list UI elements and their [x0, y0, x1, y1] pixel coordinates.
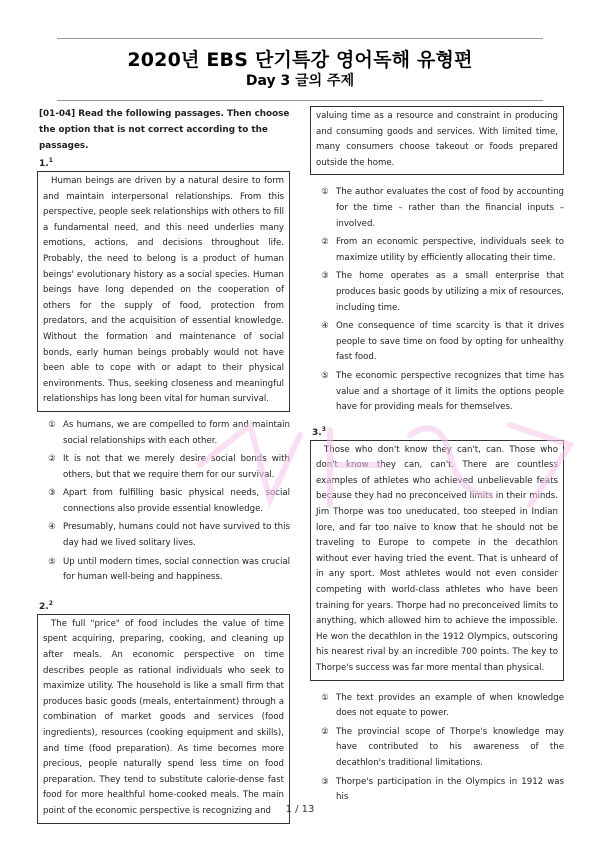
question-3-options	[310, 691, 564, 806]
option-text: The home operates as a small enterprise that produces basic goods by utilizing a mix of resources, including time.	[336, 271, 564, 313]
option-item[interactable]	[310, 235, 564, 266]
question-3-number: 3.$^3$	[312, 425, 326, 438]
option-item[interactable]	[37, 452, 290, 483]
option-item[interactable]	[310, 369, 564, 416]
option-marker: ③	[48, 488, 56, 499]
document-title: 2020년 EBS 단기특강 영어독해 유형편	[127, 49, 473, 71]
question-1-options	[37, 418, 290, 586]
option-marker: ②	[48, 454, 56, 465]
header-bottom-rule	[57, 100, 543, 101]
option-text: Apart from fulfilling basic physical needs, social connections also provide essential knowledge.	[63, 488, 290, 514]
option-marker: ④	[321, 321, 329, 332]
option-marker: ②	[321, 237, 329, 248]
left-column	[37, 106, 290, 824]
option-marker: ②	[321, 726, 329, 737]
option-marker: ⑤	[321, 370, 329, 381]
option-text: As humans, we are compelled to form and maintain social relationships with each other.	[63, 419, 290, 446]
option-item[interactable]	[310, 691, 564, 722]
option-item[interactable]	[310, 775, 564, 806]
option-text: The economic perspective recognizes that time has value and a shortage of it limits the options people have for providing meals for themselves.	[336, 370, 564, 413]
option-item[interactable]	[37, 555, 290, 586]
option-text: The text provides an example of when knowledge does not equate to power.	[336, 692, 564, 719]
option-text: From an economic perspective, individuals seek to maximize utility by efficiently allocating their time.	[336, 237, 564, 263]
option-item[interactable]	[37, 486, 290, 517]
option-item[interactable]	[37, 520, 290, 551]
question-3-passage: Those who don't know they can't, can. Those who don't know they can, can't. There are countless examples of athletes who achieved unbelievable feats because they had no preconceived limits in their minds. Jim Thorpe was too uneducated, too steeped in Indian lore, and far too naive to know that he should not be traveling to Europe to compete in the decathlon without ever having tried the event. That is unheard of in any sport. Most athletes would not even consider competing with world-class athletes who have been training for years. Thorpe had no preconceived limits to anything, which allowed him to achieve the impossible. He won the decathlon in the 1912 Olympics, outscoring his nearest rival by an incredible 700 points. The key to Thorpe's success was far more mental than physical.	[310, 440, 564, 681]
option-item[interactable]	[37, 418, 290, 449]
question-2-passage-part2: valuing time as a resource and constraint in producing and consuming goods and services. With limited time, many consumers choose takeout or foods prepared outside the home.	[310, 106, 564, 175]
option-marker: ①	[321, 692, 329, 703]
option-marker: ⑤	[48, 556, 56, 567]
option-marker: ③	[321, 271, 329, 282]
option-item[interactable]	[310, 319, 564, 366]
question-2-number: 2.$^2$	[39, 599, 53, 612]
right-column	[310, 106, 564, 809]
option-marker: ①	[48, 419, 56, 430]
question-1-number: 1.$^1$	[39, 157, 53, 169]
page-number: 1 / 13	[285, 804, 315, 815]
instructions: [01-04] Read the following passages. Then choose the option that is not correct according to the passages.	[39, 109, 290, 151]
document-subtitle: Day 3 글의 주제	[245, 73, 355, 89]
option-text: Thorpe's participation in the Olympics in 1912 was his	[336, 776, 564, 803]
option-item[interactable]	[310, 725, 564, 772]
option-text: The author evaluates the cost of food by accounting for the time – rather than the financial inputs – involved.	[336, 187, 564, 229]
option-marker: ④	[48, 522, 56, 533]
question-2-options	[310, 185, 564, 415]
question-2-passage-part1: The full "price" of food includes the value of time spent acquiring, preparing, cooking, and cleaning up after meals. An economic perspective on time describes people as rational individuals who seek to maximize utility. The household is like a small firm that produces basic goods (meals, entertainment) through a combination of market goods and services (food ingredients), resources (cooking equipment and skills), and time (food preparation). As time becomes more precious, people naturally spend less time on food preparation. They tend to substitute calorie-dense fast food for more healthful home-cooked meals. The main point of the economic perspective is recognizing and	[37, 614, 290, 824]
option-text: The provincial scope of Thorpe's knowledge may have contributed to his awareness of the decathlon's traditional limitations.	[336, 726, 564, 768]
option-text: One consequence of time scarcity is that it drives people to save time on food by opting for unhealthy fast food.	[336, 321, 564, 363]
option-item[interactable]	[310, 269, 564, 316]
header-top-rule	[57, 38, 543, 39]
option-text: It is not that we merely desire social bonds with others, but that we require them for our survival.	[63, 454, 290, 480]
option-item[interactable]	[310, 185, 564, 232]
option-marker: ③	[321, 776, 329, 787]
question-1-passage: Human beings are driven by a natural desire to form and maintain interpersonal relationships. From this perspective, people seek relationships with others to fill a fundamental need, and this need underlies many emotions, actions, and decisions throughout life. Probably, the need to belong is a product of human beings' evolutionary history as a social species. Human beings have long depended on the cooperation of others for the supply of food, protection from predators, and the acquisition of essential knowledge. Without the formation and maintenance of social bonds, early human beings probably would not have been able to cope with or adapt to their physical environments. Thus, seeking closeness and meaningful relationships has long been vital for human survival.	[37, 171, 290, 412]
option-text: Presumably, humans could not have survived to this day had we lived solitary lives.	[63, 522, 290, 549]
option-text: Up until modern times, social connection was crucial for human well-being and happiness.	[63, 556, 290, 583]
option-marker: ①	[321, 187, 329, 198]
